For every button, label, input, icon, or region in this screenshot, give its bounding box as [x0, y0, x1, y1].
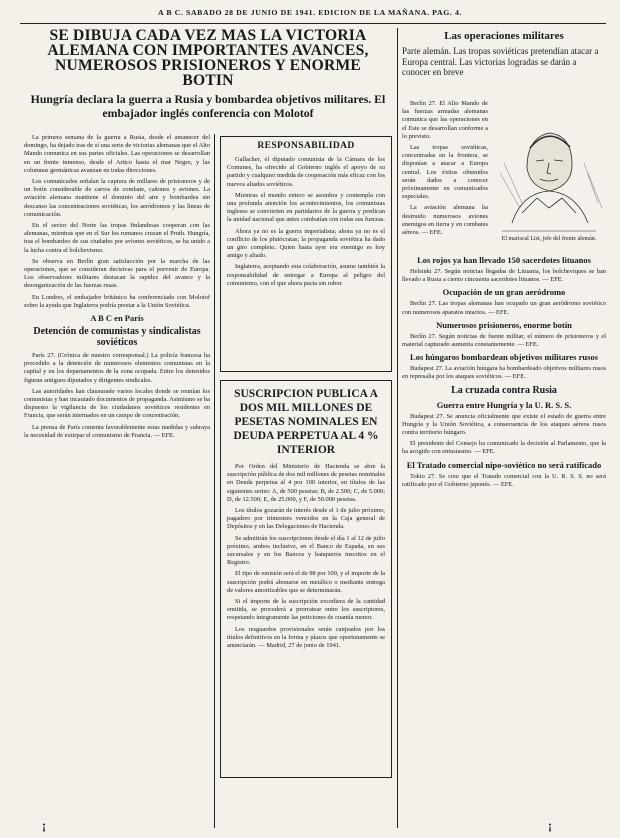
- responsabilidad-box: [220, 136, 392, 372]
- column-rule-right: [397, 28, 398, 828]
- left-paragraph: La primera semana de la guerra a Rusia, desde el amanecer del domingo, ha dejado tras de sí una serie de victorias alemanas que el Alto Mando comunica en sus partes oficiales. Las operaciones se desarrollan en un frente inmenso, desde el Artico hasta el mar Negro, y las columnas germánicas avanzan en todas direcciones.: [24, 134, 210, 174]
- headline-block: [28, 28, 388, 120]
- section-label: A B C en París: [90, 313, 144, 324]
- responsabilidad-paragraph: Ahora ya no es la guerra imperialista; ahora ya no es el conflicto de los plutócratas; la propaganda soviética ha dado un giro completo. Quien hasta ayer era enemigo es hoy amigo y aliado.: [227, 227, 385, 260]
- sub-headline: Hungría declara la guerra a Rusia y bombardea objetivos militares. El embajador inglés conferencia con Molotof: [30, 92, 386, 120]
- right-paragraph: Las tropas soviéticas, concentradas en la frontera, se disponían a atacar a Europa central. Los éxitos obtenidos serán dados a conocer próximamente en comunicados especiales.: [402, 144, 488, 201]
- section-paragraph: París 27. (Crónica de nuestro corresponsal.) La policía francesa ha procedido a la detención de numerosos elementos comunistas en la capital y en los departamentos de la zona ocupada. Entre los detenidos figuran antiguos diputados y dirigentes sindicales.: [24, 352, 210, 384]
- main-headline: SE DIBUJA CADA VEZ MAS LA VICTORIA ALEMANA CON IMPORTANTES AVANCES, NUMEROSOS PRISIONEROS Y ENORME BOTIN: [47, 27, 369, 89]
- right-paragraph: Budapest 27. Se anuncia oficialmente que existe el estado de guerra entre Hungría y la Unión Soviética, a consecuencia de los ataques aéreos rusos contra territorio húngaro.: [402, 412, 606, 437]
- right-paragraph: Helsinki 27. Según noticias llegadas de Lituania, los bolcheviques se han llevado a Rusia a ciento cincuenta sacerdotes lituanos. — EFE.: [402, 268, 606, 284]
- right-subhead: Los rojos ya han llevado 150 sacerdotes lituanos: [417, 255, 591, 265]
- suscripcion-paragraph: Por Orden del Ministerio de Hacienda se abre la suscripción pública de dos mil millones de pesetas nominales en Deuda perpetua al 4 por 100 interior, en títulos de las siguientes series: A, de 500 pesetas; B, de 2.500; C, de 5.000; D, de 12.500; E, de 25.000, y F, de 50.000 pesetas.: [227, 463, 385, 503]
- foot-mark-right: ¡: [548, 818, 552, 832]
- right-paragraph: El presidente del Consejo ha comunicado la decisión al Parlamento, que la ha acogido con entusiasmo. — EFE.: [402, 440, 606, 456]
- right-paragraph: La aviación alemana ha destruido numerosos aviones enemigos en tierra y en combates aéreos. — EFE.: [402, 204, 488, 237]
- section-paragraph: La prensa de París comenta favorablemente estas medidas y subraya la necesidad de extirpar el comunismo de Francia. — EFE.: [24, 423, 210, 439]
- left-paragraph: En el sector del Norte las tropas finlandesas cooperan con las alemanas, mientras que en el Sur los rumanos cruzan el Pruth. Hungría, tras el bombardeo de sus ciudades por aviones soviéticos, se ha unido a la lucha contra el bolchevismo.: [24, 222, 210, 254]
- right-paragraph: Tokio 27. Se cree que el Tratado comercial con la U. R. S. S. no será ratificado por el Gobierno japonés. — EFE.: [402, 472, 606, 488]
- left-paragraph: Se observa en Berlín gran satisfacción por la marcha de las operaciones, que se consideran decisivas para el porvenir de Europa. Los observadores militares destacan la rapidez del avance y la desorganización de las fuerzas rusas.: [24, 257, 210, 290]
- right-lead: Parte alemán. Las tropas soviéticas pretendían atacar a Europa central. Las victorias logradas se darán a conocer en breve: [402, 46, 599, 77]
- right-paragraph: Berlín 27. El Alto Mando de las fuerzas armadas alemanas comunica que las operaciones en el Este se desarrollan conforme a lo previsto.: [402, 100, 488, 140]
- masthead: A B C. SABADO 28 DE JUNIO DE 1941. EDICION DE LA MAÑANA. PAG. 4.: [157, 8, 463, 17]
- responsabilidad-title: RESPONSABILIDAD: [257, 141, 355, 151]
- right-column-lower: [402, 252, 606, 828]
- right-title: Las operaciones militares: [444, 30, 564, 42]
- suscripcion-paragraph: Los resguardos provisionales serán canjeados por los títulos definitivos en la forma y plazos que oportunamente se anunciarán. — Madrid, 27 de junio de 1941.: [227, 625, 385, 650]
- responsabilidad-paragraph: Inglaterra, aceptando esta colaboración, asume también la responsabilidad de entregar a Europa al peligro del comunismo, con el que ahora pacta sin rubor.: [227, 263, 385, 287]
- portrait-illustration: [492, 113, 606, 233]
- right-paragraph: Berlín 27. Según noticias de fuente militar, el número de prisioneros y el material capturado aumenta constantemente. — EFE.: [402, 332, 606, 349]
- suscripcion-box: [220, 380, 392, 778]
- right-subhead: Los húngaros bombardean objetivos militares rusos: [410, 352, 598, 363]
- left-paragraph: Los comunicados señalan la captura de millares de prisioneros y de un botín considerable de carros de combate, cañones y aviones. La aviación alemana mantiene el dominio del aire y bombardea sin descanso las concentraciones soviéticas, los aeródromos y las líneas de comunicación.: [24, 178, 210, 218]
- right-paragraph: Budapest 27. La aviación húngara ha bombardeado objetivos militares rusos en represalia por los ataques soviéticos. — EFE.: [402, 365, 606, 381]
- responsabilidad-paragraph: Gallacher, el diputado comunista de la Cámara de los Comunes, ha ofrecido al Gobierno inglés el apoyo de su partido y cualquier medida de cooperación más eficaz con los nuevos aliados soviéticos.: [227, 156, 385, 188]
- right-subhead: Ocupación de un gran aeródromo: [442, 287, 566, 298]
- right-paragraph: Berlín 27. Las tropas alemanas han ocupado un gran aeródromo soviético con numerosos aparatos intactos. — EFE.: [402, 300, 606, 316]
- suscripcion-title: SUSCRIPCION PUBLICA A DOS MIL MILLONES DE PESETAS NOMINALES EN DEUDA PERPETUA AL 4 % INTERIOR: [233, 388, 379, 456]
- portrait-caption: El mariscal List, jefe del frente alemán.: [501, 236, 597, 242]
- right-subhead: Numerosos prisioneros, enorme botín: [436, 319, 572, 330]
- section-paragraph: Las autoridades han clausurado varios locales donde se reunían los comunistas y han incautado documentos de propaganda. Asimismo se ha dispuesto la vigilancia de los ciudadanos soviéticos residentes en Francia, que serán internados en un campo de concentración.: [24, 387, 210, 420]
- suscripcion-paragraph: Si el importe de la suscripción excediera de la cantidad emitida, se procederá a prorratear entre los suscriptores, respetando íntegramente las peticiones de cuantía menor.: [227, 598, 385, 622]
- portrait-drawing: [492, 113, 606, 233]
- suscripcion-paragraph: Se admitirán los suscripciones desde el día 1 al 12 de julio próximo, ambos inclusive, en el Banco de España, en sus sucursales y en los Bancos y banqueros inscritos en el Registro.: [227, 534, 385, 567]
- masthead-rule: [20, 23, 606, 24]
- right-subhead: Guerra entre Hungría y la U. R. S. S.: [436, 399, 572, 410]
- right-subhead: El Tratado comercial nipo-soviético no será ratificado: [406, 459, 602, 470]
- left-paragraph: En Londres, el embajador británico ha conferenciado con Molotof sobre la ayuda que Inglaterra podría prestar a la Unión Soviética.: [24, 293, 210, 309]
- foot-mark-left: ¡: [42, 818, 46, 832]
- section-title: Detención de comunistas y sindicalistas soviéticos: [33, 326, 201, 349]
- suscripcion-paragraph: El tipo de emisión será el de 98 por 100, y el importe de la suscripción podrá abonarse en metálico o mediante entrega de valores amortizables que se determinarán.: [227, 570, 385, 594]
- left-column: [24, 134, 210, 824]
- column-rule-left: [214, 134, 215, 828]
- responsabilidad-paragraph: Mientras el mundo entero se asombra y contempla con una profunda atención los acontecimientos, los comunistas ingleses se convierten en partidarios de la guerra y predican la unidad nacional que antes combatían con todas sus fuerzas.: [227, 191, 385, 224]
- right-section-title: La cruzada contra Rusia: [451, 384, 557, 396]
- suscripcion-paragraph: Los títulos gozarán de interés desde el 1 de julio próximo, pagadero por trimestres vencidos en la Caja general de Depósitos y en las Delegaciones de Hacienda.: [227, 507, 385, 531]
